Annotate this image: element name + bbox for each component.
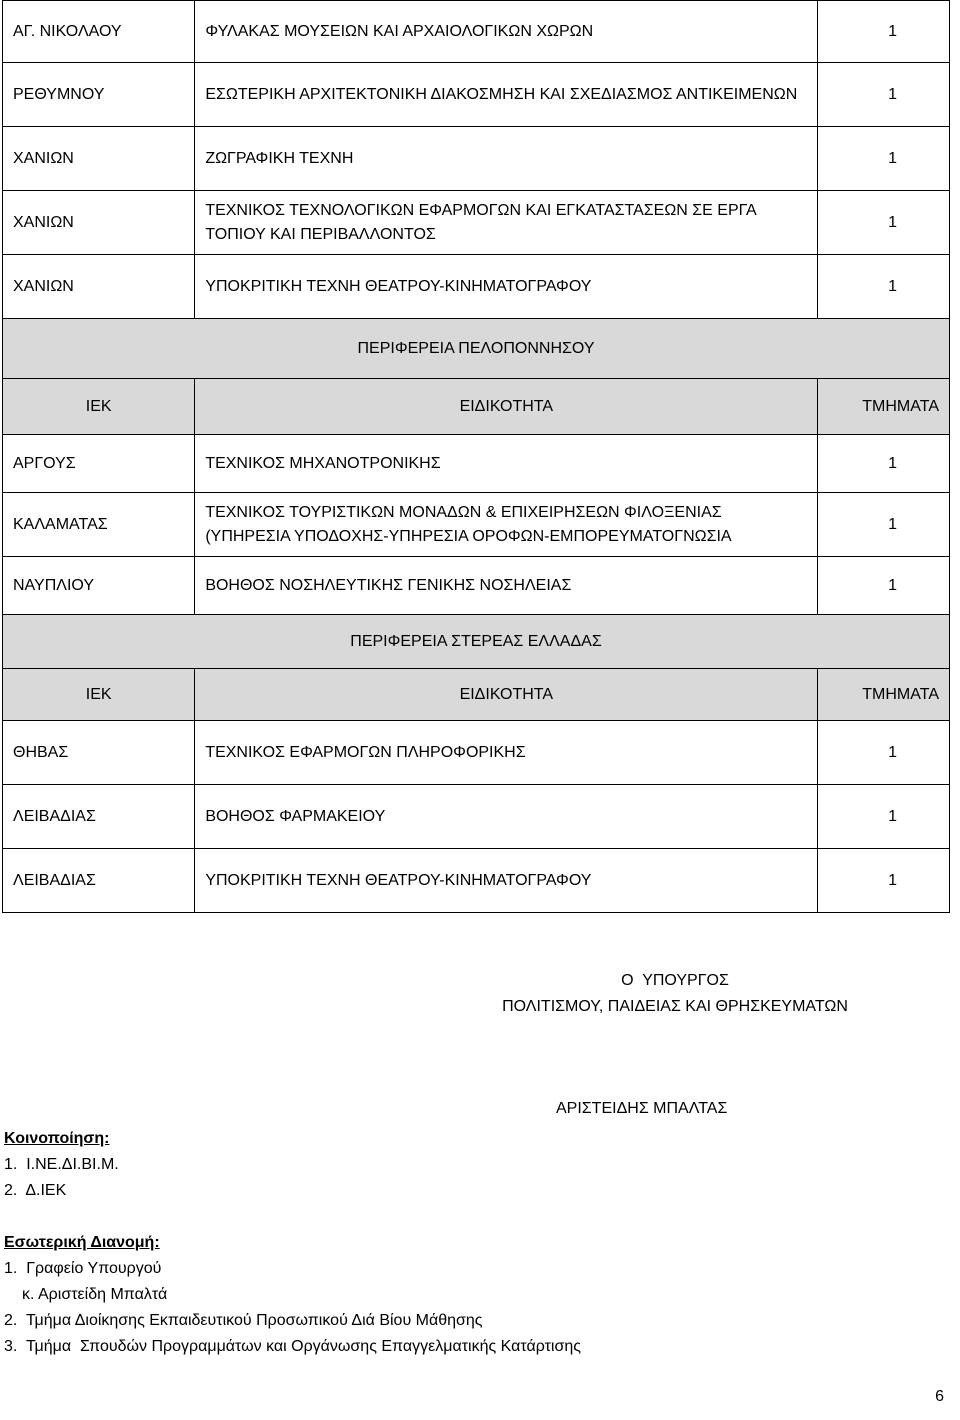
table-row: [3, 435, 950, 493]
list-item-sub: κ. Αριστείδη Μπαλτά: [22, 1286, 168, 1303]
table-row: [3, 493, 950, 557]
iek-cell: ΛΕΙΒΑΔΙΑΣ: [3, 785, 195, 849]
header-row: [3, 669, 950, 721]
header-specialty: ΕΙΔΙΚΟΤΗΤΑ: [195, 669, 818, 721]
sections-cell: 1: [818, 255, 950, 319]
specialty-cell: ΤΕΧΝΙΚΟΣ ΤΕΧΝΟΛΟΓΙΚΩΝ ΕΦΑΡΜΟΓΩΝ ΚΑΙ ΕΓΚΑΤΑΣΤΑΣΕΩΝ ΣΕ ΕΡΓΑ ΤΟΠΙΟΥ ΚΑΙ ΠΕΡΙΒΑΛΛΟΝΤΟΣ: [195, 191, 818, 255]
iek-cell: ΝΑΥΠΛΙΟΥ: [3, 557, 195, 615]
specialty-cell: ΒΟΗΘΟΣ ΝΟΣΗΛΕΥΤΙΚΗΣ ΓΕΝΙΚΗΣ ΝΟΣΗΛΕΙΑΣ: [195, 557, 818, 615]
table-row: [3, 849, 950, 913]
header-iek: ΙΕΚ: [3, 669, 195, 721]
region-title: ΠΕΡΙΦΕΡΕΙΑ ΣΤΕΡΕΑΣ ΕΛΛΑΔΑΣ: [3, 615, 950, 669]
distribution-notes: [4, 1126, 704, 1360]
internal-distribution-title: Εσωτερική Διανομή:: [4, 1234, 160, 1251]
table-row: [3, 63, 950, 127]
iek-cell: ΧΑΝΙΩΝ: [3, 255, 195, 319]
sections-cell: 1: [818, 557, 950, 615]
list-item: 3. Τμήμα Σπουδών Προγραμμάτων και Οργάνωσης Επαγγελματικής Κατάρτισης: [4, 1338, 581, 1355]
sections-cell: 1: [818, 849, 950, 913]
iek-cell: ΡΕΘΥΜΝΟΥ: [3, 63, 195, 127]
iek-cell: ΧΑΝΙΩΝ: [3, 191, 195, 255]
header-specialty: ΕΙΔΙΚΟΤΗΤΑ: [195, 379, 818, 435]
sections-cell: 1: [818, 785, 950, 849]
sections-cell: 1: [818, 191, 950, 255]
specialty-cell: ΥΠΟΚΡΙΤΙΚΗ ΤΕΧΝΗ ΘΕΑΤΡΟΥ-ΚΙΝΗΜΑΤΟΓΡΑΦΟΥ: [195, 849, 818, 913]
minister-block: [480, 968, 870, 1020]
iek-cell: ΧΑΝΙΩΝ: [3, 127, 195, 191]
page-number: 6: [935, 1388, 944, 1405]
sections-cell: 1: [818, 63, 950, 127]
header-sections: ΤΜΗΜΑΤΑ: [818, 669, 950, 721]
signer-name: ΑΡΙΣΤΕΙΔΗΣ ΜΠΑΛΤΑΣ: [556, 1100, 728, 1117]
sections-cell: 1: [818, 127, 950, 191]
header-sections: ΤΜΗΜΑΤΑ: [818, 379, 950, 435]
table-row: [3, 1, 950, 63]
specialty-cell: ΥΠΟΚΡΙΤΙΚΗ ΤΕΧΝΗ ΘΕΑΤΡΟΥ-ΚΙΝΗΜΑΤΟΓΡΑΦΟΥ: [195, 255, 818, 319]
list-item: 1. Ι.ΝΕ.ΔΙ.ΒΙ.Μ.: [4, 1156, 119, 1173]
specialty-cell: ΖΩΓΡΑΦΙΚΗ ΤΕΧΝΗ: [195, 127, 818, 191]
table-row: [3, 127, 950, 191]
region-row: [3, 319, 950, 379]
table-row: [3, 255, 950, 319]
iek-cell: ΑΡΓΟΥΣ: [3, 435, 195, 493]
sections-cell: 1: [818, 1, 950, 63]
sections-cell: 1: [818, 493, 950, 557]
header-iek: ΙΕΚ: [3, 379, 195, 435]
table-row: [3, 721, 950, 785]
header-row: [3, 379, 950, 435]
ministry-name: ΠΟΛΙΤΙΣΜΟΥ, ΠΑΙΔΕΙΑΣ ΚΑΙ ΘΡΗΣΚΕΥΜΑΤΩΝ: [502, 998, 848, 1015]
specialty-cell: ΒΟΗΘΟΣ ΦΑΡΜΑΚΕΙΟΥ: [195, 785, 818, 849]
list-item: 2. Δ.ΙΕΚ: [4, 1182, 67, 1199]
sections-cell: 1: [818, 435, 950, 493]
list-item: 2. Τμήμα Διοίκησης Εκπαιδευτικού Προσωπικού Διά Βίου Μάθησης: [4, 1312, 483, 1329]
minister-title: Ο ΥΠΟΥΡΓΟΣ: [621, 972, 729, 989]
iek-cell: ΘΗΒΑΣ: [3, 721, 195, 785]
specialty-cell: ΤΕΧΝΙΚΟΣ ΕΦΑΡΜΟΓΩΝ ΠΛΗΡΟΦΟΡΙΚΗΣ: [195, 721, 818, 785]
specialties-table: [2, 0, 950, 913]
region-title: ΠΕΡΙΦΕΡΕΙΑ ΠΕΛΟΠΟΝΝΗΣΟΥ: [3, 319, 950, 379]
specialty-cell: ΕΣΩΤΕΡΙΚΗ ΑΡΧΙΤΕΚΤΟΝΙΚΗ ΔΙΑΚΟΣΜΗΣΗ ΚΑΙ ΣΧΕΔΙΑΣΜΟΣ ΑΝΤΙΚΕΙΜΕΝΩΝ: [195, 63, 818, 127]
sections-cell: 1: [818, 721, 950, 785]
table-row: [3, 557, 950, 615]
specialty-cell: ΤΕΧΝΙΚΟΣ ΜΗΧΑΝΟΤΡΟΝΙΚΗΣ: [195, 435, 818, 493]
iek-cell: ΚΑΛΑΜΑΤΑΣ: [3, 493, 195, 557]
iek-cell: ΛΕΙΒΑΔΙΑΣ: [3, 849, 195, 913]
table-row: [3, 785, 950, 849]
specialty-cell: ΦΥΛΑΚΑΣ ΜΟΥΣΕΙΩΝ ΚΑΙ ΑΡΧΑΙΟΛΟΓΙΚΩΝ ΧΩΡΩΝ: [195, 1, 818, 63]
region-row: [3, 615, 950, 669]
list-item: 1. Γραφείο Υπουργού: [4, 1260, 162, 1277]
table-row: [3, 191, 950, 255]
specialty-cell: ΤΕΧΝΙΚΟΣ ΤΟΥΡΙΣΤΙΚΩΝ ΜΟΝΑΔΩΝ & ΕΠΙΧΕΙΡΗΣΕΩΝ ΦΙΛΟΞΕΝΙΑΣ (ΥΠΗΡΕΣΙΑ ΥΠΟΔΟΧΗΣ-ΥΠΗΡΕΣΙΑ ΟΡΟΦΩΝ-ΕΜΠΟΡΕΥΜΑΤΟΓΝΩΣΙΑ: [195, 493, 818, 557]
notification-title: Κοινοποίηση:: [4, 1130, 110, 1147]
iek-cell: ΑΓ. ΝΙΚΟΛΑΟΥ: [3, 1, 195, 63]
